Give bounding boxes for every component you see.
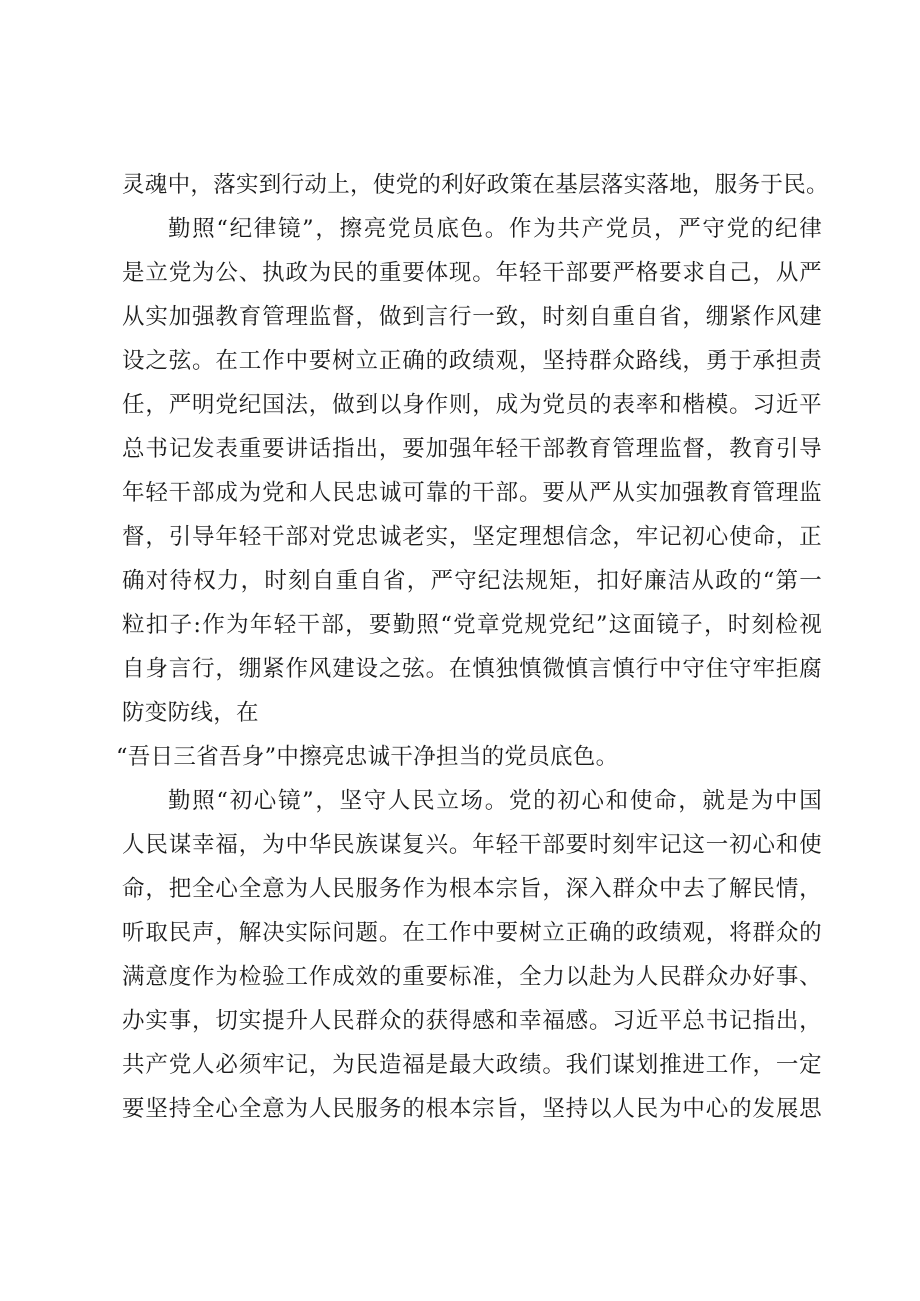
text-line-9: 督，引导年轻干部对党忠诚老实，坚定理想信念，牢记初心使命，正 [122,524,822,550]
text-line-8: 年轻干部成为党和人民忠诚可靠的干部。要从严从实加强教育管理监 [122,480,822,506]
text-line-10: 确对待权力，时刻自重自省，严守纪法规矩，扣好廉洁从政的“第一 [122,568,822,594]
text-line-3: 是立党为公、执政为民的重要体现。年轻干部要严格要求自己，从严 [122,260,822,286]
text-line-14: “吾日三省吾身”中擦亮忠诚干净担当的党员底色。 [116,744,619,770]
paragraph-original-mission-start: 勤照“初心镜”，坚守人民立场。党的初心和使命，就是为中国 [168,788,822,814]
text-line-16: 人民谋幸福，为中华民族谋复兴。年轻干部要时刻牢记这一初心和使 [122,832,822,858]
text-line-1: 灵魂中，落实到行动上，使党的利好政策在基层落实落地，服务于民。 [122,172,829,198]
text-line-13: 防变防线，在 [122,700,259,726]
text-line-4: 从实加强教育管理监督，做到言行一致，时刻自重自省，绷紧作风建 [122,304,822,330]
text-line-6: 任，严明党纪国法，做到以身作则，成为党员的表率和楷模。习近平 [122,392,822,418]
text-line-17: 命，把全心全意为人民服务作为根本宗旨，深入群众中去了解民情， [122,876,822,902]
text-line-18: 听取民声，解决实际问题。在工作中要树立正确的政绩观，将群众的 [122,920,822,946]
text-line-11: 粒扣子:作为年轻干部，要勤照“党章党规党纪”这面镜子，时刻检视 [122,612,822,638]
text-line-19: 满意度作为检验工作成效的重要标准，全力以赴为人民群众办好事、 [122,964,822,990]
text-line-20: 办实事，切实提升人民群众的获得感和幸福感。习近平总书记指出， [122,1008,822,1034]
text-line-7: 总书记发表重要讲话指出，要加强年轻干部教育管理监督，教育引导 [122,436,822,462]
text-line-22: 要坚持全心全意为人民服务的根本宗旨，坚持以人民为中心的发展思 [122,1096,822,1122]
text-line-5: 设之弦。在工作中要树立正确的政绩观，坚持群众路线，勇于承担责 [122,348,822,374]
text-line-21: 共产党人必须牢记，为民造福是最大政绩。我们谋划推进工作，一定 [122,1052,822,1078]
paragraph-discipline-start: 勤照“纪律镜”，擦亮党员底色。作为共产党员，严守党的纪律 [168,216,822,242]
text-line-12: 自身言行，绷紧作风建设之弦。在慎独慎微慎言慎行中守住守牢拒腐 [122,656,822,682]
